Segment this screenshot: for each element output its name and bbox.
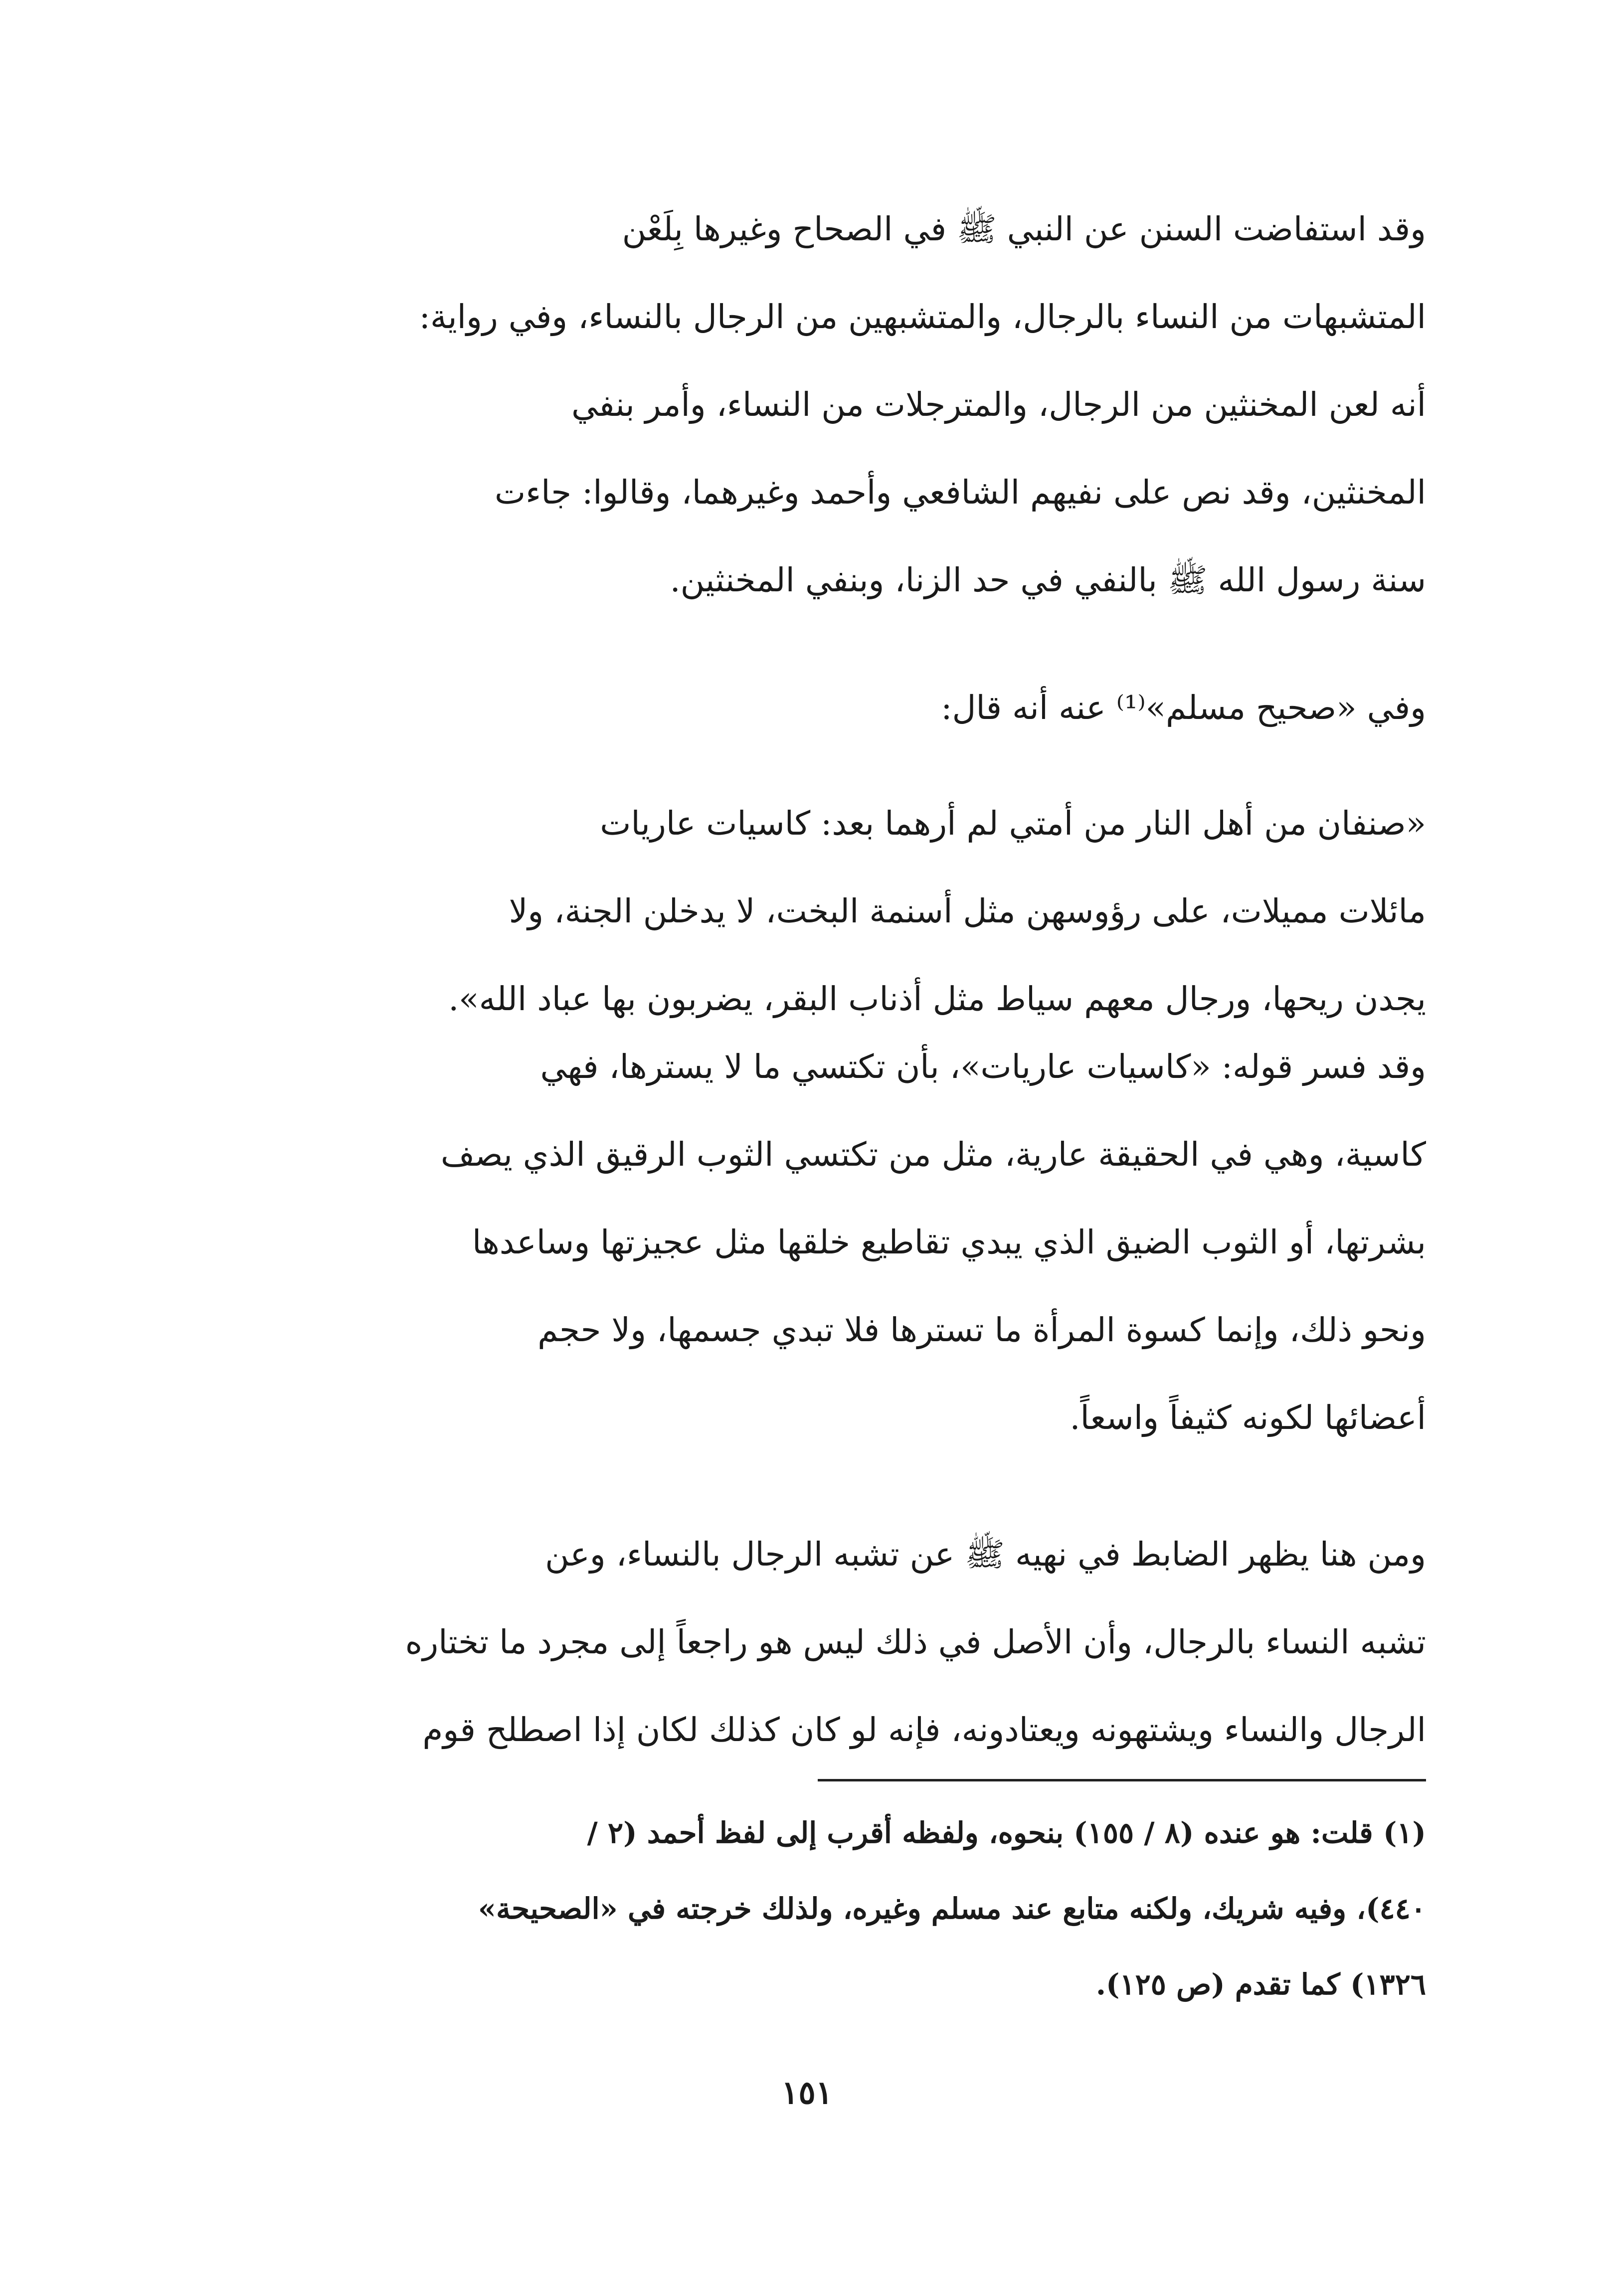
hadith-quote — [209, 780, 1426, 1043]
text-line: وقد فسر قوله: «كاسيات عاريات»، بأن تكتسي ما لا يسترها، فهي — [540, 1048, 1426, 1086]
paragraph-4 — [209, 1023, 1426, 1462]
text-line: المتشبهات من النساء بالرجال، والمتشبهين من الرجال بالنساء، وفي رواية: — [419, 298, 1426, 336]
page-number: ١٥١ — [781, 2074, 833, 2112]
footnote-divider — [818, 1779, 1426, 1781]
text-line: سنة رسول الله ﷺ بالنفي في حد الزنا، وبنفي المخنثين. — [670, 561, 1426, 599]
paragraph-5 — [209, 1511, 1426, 1774]
text-line: الرجال والنساء ويشتهونه ويعتادونه، فإنه لو كان كذلك لكان إذا اصطلح قوم — [422, 1711, 1426, 1749]
text-line: وقد استفاضت السنن عن النبي ﷺ في الصحاح وغيرها بِلَعْن — [622, 210, 1426, 248]
text-line: «صنفان من أهل النار من أمتي لم أرهما بعد: كاسيات عاريات — [600, 804, 1426, 843]
text-line: ونحو ذلك، وإنما كسوة المرأة ما تسترها فلا تبدي جسمها، ولا حجم — [538, 1311, 1426, 1349]
text-line: تشبه النساء بالرجال، وأن الأصل في ذلك ليس هو راجعاً إلى مجرد ما تختاره — [405, 1623, 1426, 1661]
text-line: يجدن ريحها، ورجال معهم سياط مثل أذناب البقر، يضربون بها عباد الله». — [448, 980, 1426, 1018]
text-line: أعضائها لكونه كثيفاً واسعاً. — [1070, 1399, 1426, 1437]
text-line: بشرتها، أو الثوب الضيق الذي يبدي تقاطيع خلقها مثل عجيزتها وساعدها — [472, 1223, 1426, 1261]
footnote — [209, 1795, 1426, 2022]
text-line: أنه لعن المخنثين من الرجال، والمترجلات من النساء، وأمر بنفي — [571, 385, 1426, 424]
text-line: المخنثين، وقد نص على نفيهم الشافعي وأحمد وغيرهما، وقالوا: جاءت — [495, 473, 1426, 512]
footnote-line: ٤٤٠)، وفيه شريك، ولكنه متابع عند مسلم وغيره، ولذلك خرجته في «الصحيحة» — [478, 1892, 1426, 1926]
text-line: مائلات مميلات، على رؤوسهن مثل أسنمة البخت، لا يدخلن الجنة، ولا — [509, 892, 1426, 930]
text-line: ومن هنا يظهر الضابط في نهيه ﷺ عن تشبه الرجال بالنساء، وعن — [545, 1535, 1426, 1574]
paragraph-1 — [209, 185, 1426, 624]
text-line: وفي «صحيح مسلم»⁽¹⁾ عنه أنه قال: — [941, 689, 1426, 727]
text-line: كاسية، وهي في الحقيقة عارية، مثل من تكتسي الثوب الرقيق الذي يصف — [440, 1135, 1426, 1174]
paragraph-2 — [209, 664, 1426, 752]
footnote-line: (١) قلت: هو عنده (٨ / ١٥٥) بنحوه، ولفظه أقرب إلى لفظ أحمد (٢ / — [587, 1816, 1426, 1850]
footnote-line: ١٣٢٦) كما تقدم (ص ١٢٥). — [1095, 1967, 1426, 2001]
